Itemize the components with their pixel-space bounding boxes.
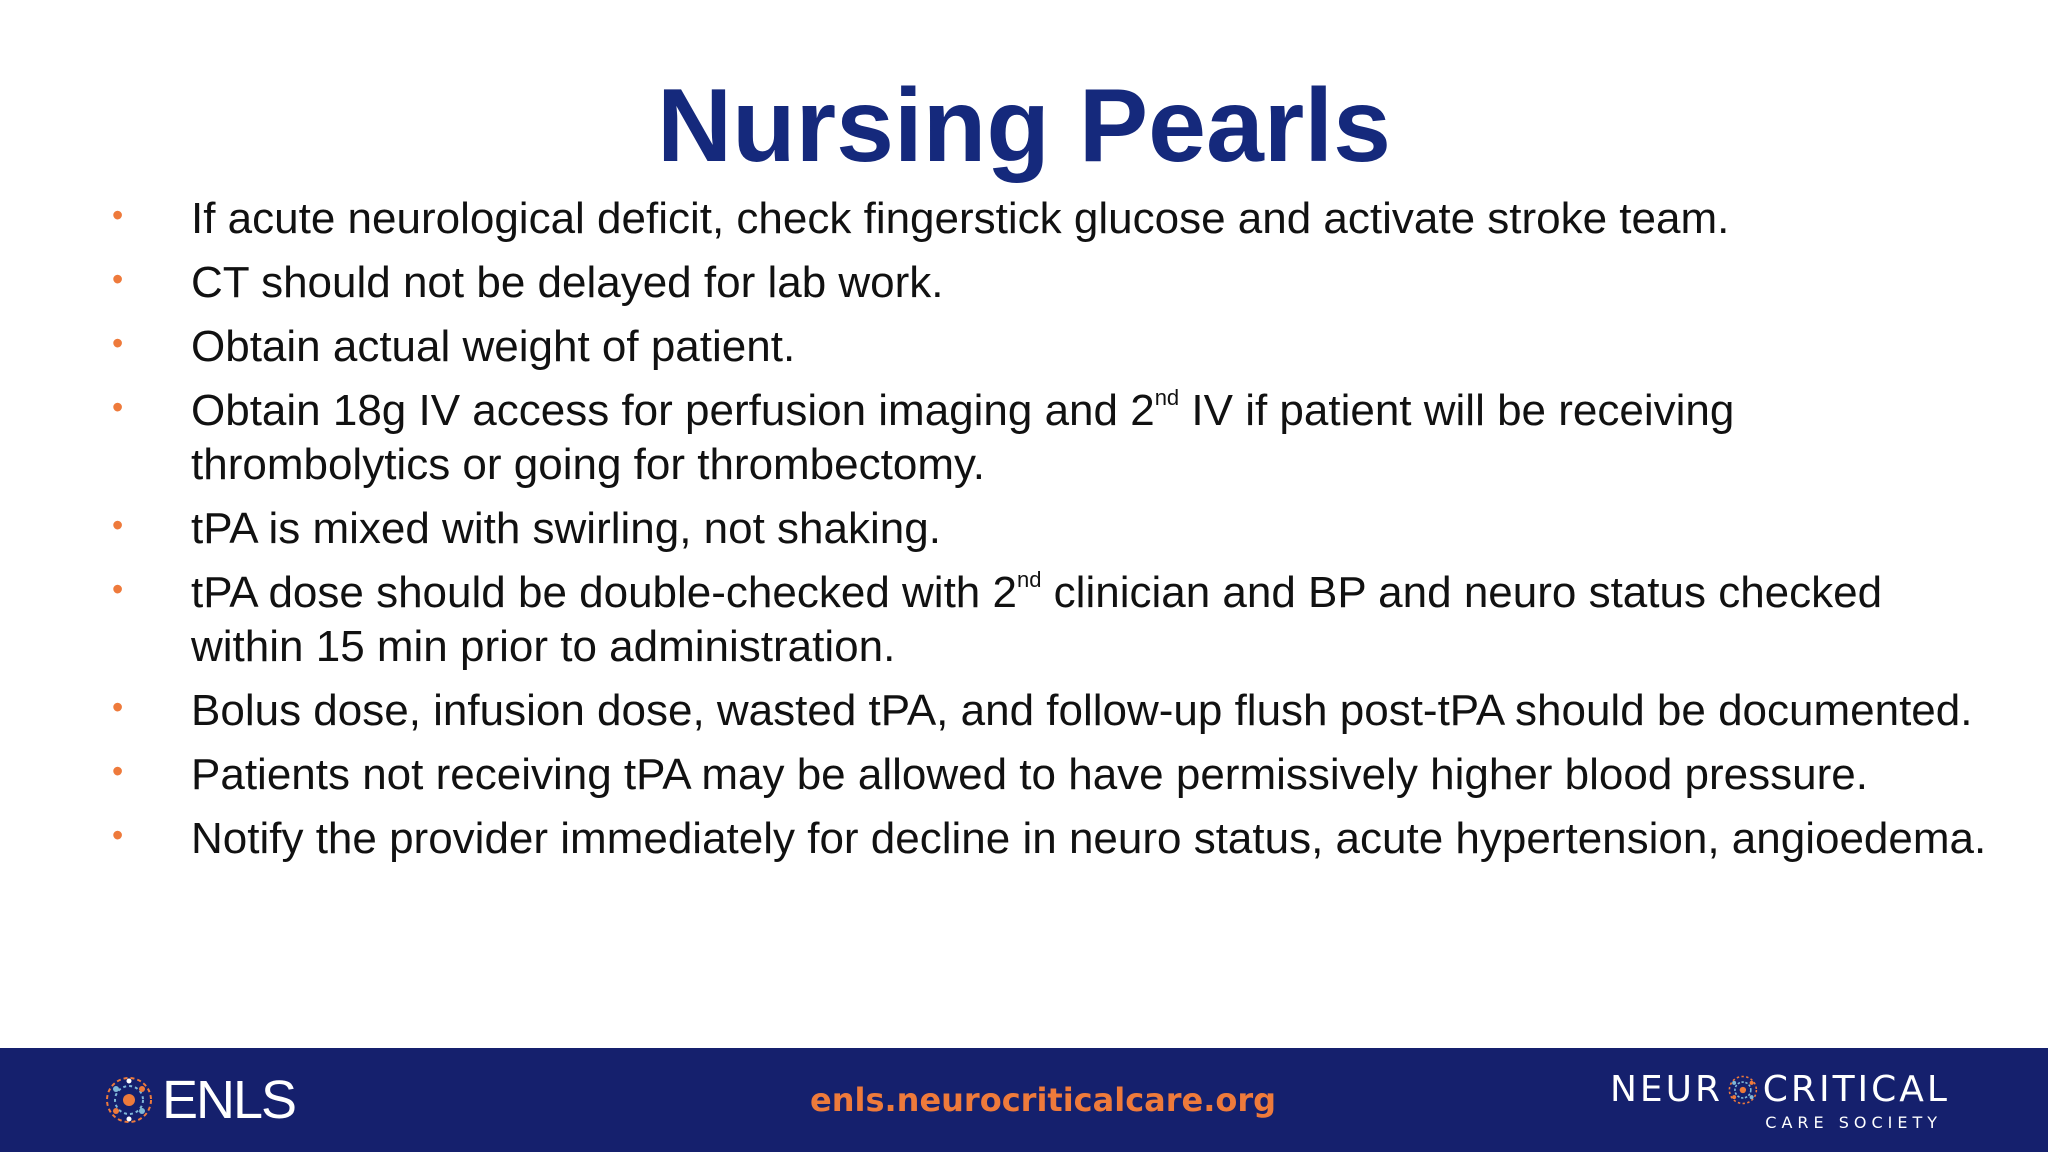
- bullet-marker: •: [112, 689, 124, 725]
- enls-logo: [104, 1070, 296, 1130]
- enls-logo-text: ENLS: [162, 1070, 296, 1130]
- ncs-logo-subtitle: CARE SOCIETY: [1765, 1113, 1942, 1132]
- ncs-logo-text-right: CRITICAL: [1762, 1069, 1950, 1110]
- footer-url-link[interactable]: enls.neurocriticalcare.org: [810, 1081, 1277, 1119]
- bullet-item: [0, 812, 2048, 866]
- bullet-marker: •: [112, 197, 124, 233]
- bullet-item: [0, 684, 2048, 738]
- bullet-item: [0, 256, 2048, 310]
- superscript-ordinal: nd: [1016, 567, 1042, 593]
- bullet-text: tPA is mixed with swirling, not shaking.: [191, 504, 941, 553]
- bullet-item: [0, 192, 2048, 246]
- bullet-marker: •: [112, 507, 124, 543]
- ncs-logo-text-left: NEUR: [1610, 1069, 1724, 1110]
- bullet-text: Obtain actual weight of patient.: [191, 322, 796, 371]
- bullet-item: [0, 748, 2048, 802]
- bullet-text: Notify the provider immediately for decline in neuro status, acute hypertension, angioedema.: [191, 814, 1987, 863]
- brain-network-icon: [104, 1075, 154, 1125]
- bullet-text: [191, 568, 1882, 671]
- bullet-text-part: tPA dose should be double-checked with 2: [191, 568, 1017, 617]
- bullet-item: [0, 384, 2048, 492]
- bullet-marker: •: [112, 325, 124, 361]
- bullet-marker: •: [112, 753, 124, 789]
- neurocritical-care-society-logo: [1610, 1066, 1950, 1136]
- footer-bar: [0, 1048, 2048, 1152]
- bullet-text-part: IV if patient will be receiving thrombolytics or going for thrombectomy.: [191, 386, 1735, 489]
- bullet-text: If acute neurological deficit, check fingerstick glucose and activate stroke team.: [191, 194, 1730, 243]
- bullet-text: [191, 386, 1734, 489]
- bullet-marker: •: [112, 817, 124, 853]
- bullet-text-part: Obtain 18g IV access for perfusion imaging and 2: [191, 386, 1155, 435]
- bullet-marker: •: [112, 571, 124, 607]
- bullet-text: Patients not receiving tPA may be allowed to have permissively higher blood pressure.: [191, 750, 1868, 799]
- bullet-text: Bolus dose, infusion dose, wasted tPA, and follow-up flush post-tPA should be documented.: [191, 686, 1973, 735]
- bullet-item: [0, 320, 2048, 374]
- bullet-item: [0, 502, 2048, 556]
- bullet-text-part: clinician and BP and neuro status checked within 15 min prior to administration.: [191, 568, 1883, 671]
- bullet-list: [0, 192, 2048, 876]
- superscript-ordinal: nd: [1154, 385, 1180, 411]
- slide-title: Nursing Pearls: [656, 68, 1392, 184]
- bullet-marker: •: [112, 389, 124, 425]
- bullet-marker: •: [112, 261, 124, 297]
- brain-network-icon: [1727, 1070, 1759, 1110]
- bullet-item: [0, 566, 2048, 674]
- bullet-text: CT should not be delayed for lab work.: [191, 258, 944, 307]
